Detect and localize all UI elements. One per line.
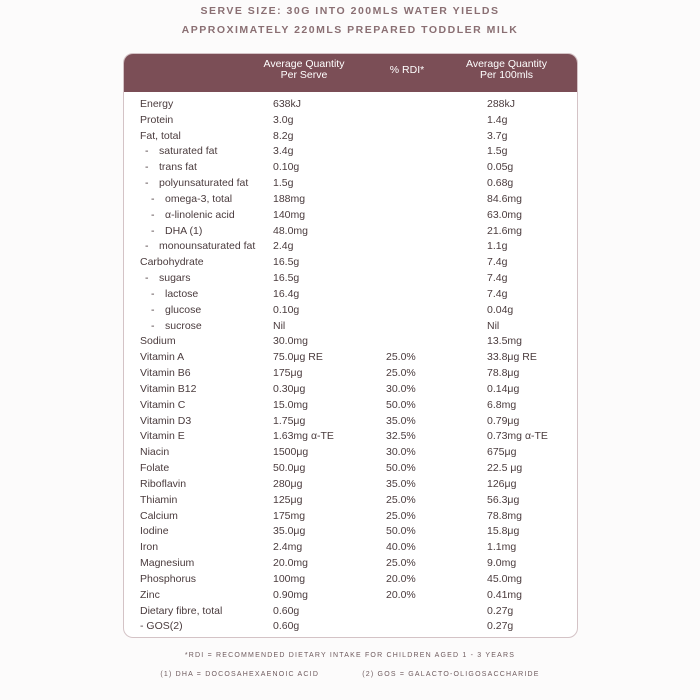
rdi-value: 25.0% <box>386 351 416 364</box>
per-100mls-value: 7.4g <box>487 272 508 285</box>
table-row <box>124 334 577 350</box>
per-serve-value: 0.10g <box>273 303 300 316</box>
per-100mls-value: 22.5 μg <box>487 462 523 475</box>
per-serve-value: 188mg <box>273 192 306 205</box>
per-serve-value: 50.0μg <box>273 462 306 475</box>
per-serve-value: 280μg <box>273 477 303 490</box>
nutrient-name <box>140 414 191 430</box>
per-100mls-value: 0.05g <box>487 161 514 174</box>
nutrient-label: Iron <box>140 541 159 554</box>
nutrient-label: Calcium <box>140 509 178 522</box>
nutrient-name <box>140 588 160 604</box>
table-row <box>124 604 577 620</box>
table-row <box>124 524 577 540</box>
nutrient-name <box>140 572 196 588</box>
per-100mls-value: 0.68g <box>487 177 514 190</box>
per-serve-value: 1.75μg <box>273 414 306 427</box>
per-100mls-value: 1.5g <box>487 145 508 158</box>
dha-footnote: (1) DHA = DOCOSAHEXAENOIC ACID <box>160 671 320 678</box>
nutrient-name <box>140 255 204 271</box>
nutrient-name <box>140 334 176 350</box>
nutrient-name <box>140 208 235 224</box>
indent-dash: - <box>145 161 149 174</box>
abbreviation-footnotes <box>0 671 700 678</box>
table-row <box>124 445 577 461</box>
indent-dash: - <box>151 208 155 221</box>
nutrient-name <box>140 160 197 176</box>
per-serve-value: 1500μg <box>273 446 309 459</box>
header-per-100mls: Average Quantity Per 100mls <box>466 58 547 81</box>
per-100mls-value: 7.4g <box>487 287 508 300</box>
table-row <box>124 97 577 113</box>
table-row <box>124 493 577 509</box>
table-row <box>124 619 577 635</box>
per-serve-value: 125μg <box>273 493 303 506</box>
indent-dash: - <box>145 145 149 158</box>
nutrient-label: Dietary fibre, total <box>140 604 223 617</box>
nutrient-label: Vitamin D3 <box>140 414 192 427</box>
nutrient-name <box>140 382 196 398</box>
nutrient-name <box>140 493 177 509</box>
per-serve-value: 140mg <box>273 208 306 221</box>
per-serve-value: Nil <box>273 319 286 332</box>
per-serve-value: 20.0mg <box>273 557 309 570</box>
rdi-value: 35.0% <box>386 414 416 427</box>
nutrient-label: Phosphorus <box>140 572 197 585</box>
per-100mls-value: 3.7g <box>487 129 508 142</box>
table-row <box>124 350 577 366</box>
per-serve-value: 175mg <box>273 509 306 522</box>
nutrient-name <box>140 319 202 335</box>
per-serve-value: 30.0mg <box>273 335 309 348</box>
nutrient-label: - GOS(2) <box>140 620 183 633</box>
header-per-serve: Average Quantity Per Serve <box>263 58 345 81</box>
nutrient-name <box>140 176 248 192</box>
nutrient-label: sugars <box>159 272 191 285</box>
indent-dash: - <box>151 319 155 332</box>
per-serve-value: 35.0μg <box>273 525 306 538</box>
per-100mls-value: 33.8μg RE <box>487 351 537 364</box>
per-serve-value: 8.2g <box>273 129 294 142</box>
table-row <box>124 398 577 414</box>
table-row <box>124 271 577 287</box>
nutrient-label: lactose <box>165 287 199 300</box>
nutrient-name <box>140 398 185 414</box>
rdi-value: 25.0% <box>386 557 416 570</box>
per-100mls-value: 7.4g <box>487 256 508 269</box>
table-row <box>124 160 577 176</box>
table-row <box>124 239 577 255</box>
per-100mls-value: 78.8mg <box>487 509 523 522</box>
per-100mls-value: 78.8μg <box>487 367 520 380</box>
table-header <box>124 54 577 92</box>
nutrient-label: Energy <box>140 98 174 110</box>
rdi-value: 50.0% <box>386 398 416 411</box>
rdi-value: 25.0% <box>386 509 416 522</box>
rdi-footnote: *RDI = RECOMMENDED DIETARY INTAKE FOR CHILDREN AGED 1 - 3 YEARS <box>184 652 516 659</box>
table-row <box>124 319 577 335</box>
table-row <box>124 208 577 224</box>
table-row <box>124 113 577 129</box>
nutrient-name <box>140 509 178 525</box>
per-serve-value: 75.0μg RE <box>273 351 323 364</box>
per-serve-value: 16.5g <box>273 256 300 269</box>
nutrient-label: Sodium <box>140 335 176 348</box>
nutrient-label: Vitamin E <box>140 430 185 443</box>
table-row <box>124 129 577 145</box>
table-row <box>124 176 577 192</box>
per-100mls-value: 84.6mg <box>487 192 523 205</box>
per-serve-value: 175μg <box>273 367 303 380</box>
nutrient-name <box>140 445 169 461</box>
rdi-value: 32.5% <box>386 430 416 443</box>
per-100mls-value: 1.4g <box>487 113 508 126</box>
rdi-value: 35.0% <box>386 477 416 490</box>
nutrient-name <box>140 524 169 540</box>
per-serve-value: 16.5g <box>273 272 300 285</box>
rdi-value: 50.0% <box>386 462 416 475</box>
per-100mls-value: 13.5mg <box>487 335 523 348</box>
per-100mls-value: 63.0mg <box>487 208 523 221</box>
nutrient-label: Carbohydrate <box>140 256 204 269</box>
table-row <box>124 255 577 271</box>
per-serve-value: 16.4g <box>273 287 300 300</box>
nutrient-label: DHA (1) <box>165 224 203 237</box>
table-row <box>124 382 577 398</box>
nutrient-label: Riboflavin <box>140 477 187 490</box>
header-rdi: % RDI* <box>389 64 425 76</box>
nutrient-name <box>140 429 185 445</box>
nutrient-label: Vitamin B12 <box>140 382 197 395</box>
per-100mls-value: 1.1g <box>487 240 508 253</box>
per-serve-value: 1.63mg α-TE <box>273 430 334 443</box>
nutrient-name <box>140 540 158 556</box>
indent-dash: - <box>145 240 149 253</box>
per-serve-value: 3.0g <box>273 113 294 126</box>
table-row <box>124 477 577 493</box>
per-serve-value: 0.30μg <box>273 382 306 395</box>
nutrient-label: Zinc <box>140 588 160 601</box>
serve-yield-line: APPROXIMATELY 220MLS PREPARED TODDLER MILK <box>181 24 519 36</box>
nutrient-label: Fat, total <box>140 129 181 142</box>
nutrient-name <box>140 477 186 493</box>
gos-footnote: (2) GOS = GALACTO-OLIGOSACCHARIDE <box>362 671 540 678</box>
per-serve-value: 48.0mg <box>273 224 309 237</box>
per-serve-value: 3.4g <box>273 145 294 158</box>
per-serve-value: 0.60g <box>273 620 300 633</box>
nutrient-name <box>140 303 201 319</box>
nutrient-label: Magnesium <box>140 557 195 570</box>
per-100mls-value: 675μg <box>487 446 517 459</box>
per-serve-value: 0.90mg <box>273 588 309 601</box>
per-100mls-value: 45.0mg <box>487 572 523 585</box>
per-serve-value: 0.60g <box>273 604 300 617</box>
table-row <box>124 509 577 525</box>
rdi-value: 25.0% <box>386 367 416 380</box>
nutrient-name <box>140 619 183 635</box>
per-100mls-value: Nil <box>487 319 500 332</box>
indent-dash: - <box>151 192 155 205</box>
nutrient-label: saturated fat <box>159 145 218 158</box>
per-100mls-value: 15.8μg <box>487 525 520 538</box>
indent-dash: - <box>151 287 155 300</box>
nutrient-name <box>140 366 191 382</box>
nutrient-name <box>140 192 232 208</box>
per-serve-value: 638kJ <box>273 98 302 110</box>
per-100mls-value: 0.79μg <box>487 414 520 427</box>
indent-dash: - <box>151 303 155 316</box>
nutrient-label: Vitamin A <box>140 351 185 364</box>
rdi-value: 20.0% <box>386 588 416 601</box>
nutrient-name <box>140 350 184 366</box>
per-100mls-value: 0.27g <box>487 604 514 617</box>
nutrition-table <box>123 53 578 638</box>
nutrient-label: monounsaturated fat <box>159 240 256 253</box>
per-100mls-value: 9.0mg <box>487 557 517 570</box>
nutrient-label: trans fat <box>159 161 197 174</box>
table-body <box>124 97 577 635</box>
per-100mls-value: 0.41mg <box>487 588 523 601</box>
nutrient-label: Thiamin <box>140 493 178 506</box>
rdi-value: 50.0% <box>386 525 416 538</box>
per-100mls-value: 0.73mg α-TE <box>487 430 548 443</box>
table-row <box>124 303 577 319</box>
rdi-value: 40.0% <box>386 541 416 554</box>
nutrient-name <box>140 271 191 287</box>
nutrient-label: Iodine <box>140 525 169 538</box>
indent-dash: - <box>151 224 155 237</box>
per-100mls-value: 6.8mg <box>487 398 517 411</box>
per-serve-value: 2.4g <box>273 240 294 253</box>
rdi-value: 30.0% <box>386 446 416 459</box>
per-100mls-value: 56.3μg <box>487 493 520 506</box>
table-row <box>124 588 577 604</box>
nutrient-label: Folate <box>140 462 170 475</box>
nutrient-name <box>140 144 217 160</box>
indent-dash: - <box>145 272 149 285</box>
nutrient-label: polyunsaturated fat <box>159 177 249 190</box>
serve-size-line: SERVE SIZE: 30G INTO 200MLS WATER YIELDS <box>200 5 500 17</box>
per-100mls-value: 0.27g <box>487 620 514 633</box>
nutrient-name <box>140 556 194 572</box>
table-row <box>124 540 577 556</box>
table-row <box>124 224 577 240</box>
table-row <box>124 144 577 160</box>
nutrient-label: Protein <box>140 113 174 126</box>
per-100mls-value: 288kJ <box>487 98 516 110</box>
per-100mls-value: 21.6mg <box>487 224 523 237</box>
rdi-value: 25.0% <box>386 493 416 506</box>
nutrient-label: glucose <box>165 303 202 316</box>
rdi-value: 30.0% <box>386 382 416 395</box>
per-serve-value: 15.0mg <box>273 398 309 411</box>
table-row <box>124 366 577 382</box>
nutrient-name <box>140 129 181 145</box>
nutrient-name <box>140 239 255 255</box>
nutrient-name <box>140 224 202 240</box>
per-serve-value: 100mg <box>273 572 306 585</box>
nutrient-name <box>140 604 222 620</box>
table-row <box>124 414 577 430</box>
per-serve-value: 1.5g <box>273 177 294 190</box>
table-row <box>124 192 577 208</box>
table-row <box>124 429 577 445</box>
nutrient-label: omega-3, total <box>165 192 233 205</box>
table-row <box>124 461 577 477</box>
per-100mls-value: 0.14μg <box>487 382 520 395</box>
indent-dash: - <box>145 177 149 190</box>
nutrient-label: Vitamin B6 <box>140 367 191 380</box>
per-serve-value: 2.4mg <box>273 541 303 554</box>
table-row <box>124 287 577 303</box>
table-row <box>124 572 577 588</box>
per-serve-value: 0.10g <box>273 161 300 174</box>
nutrient-label: sucrose <box>165 319 202 332</box>
nutrient-name <box>140 113 173 129</box>
nutrient-name <box>140 287 198 303</box>
nutrient-name <box>140 461 169 477</box>
per-100mls-value: 0.04g <box>487 303 514 316</box>
nutrient-label: Niacin <box>140 446 170 459</box>
nutrient-name <box>140 97 173 113</box>
table-row <box>124 556 577 572</box>
rdi-value: 20.0% <box>386 572 416 585</box>
nutrient-label: Vitamin C <box>140 398 186 411</box>
per-100mls-value: 1.1mg <box>487 541 517 554</box>
per-100mls-value: 126μg <box>487 477 517 490</box>
nutrient-label: α-linolenic acid <box>165 208 235 221</box>
